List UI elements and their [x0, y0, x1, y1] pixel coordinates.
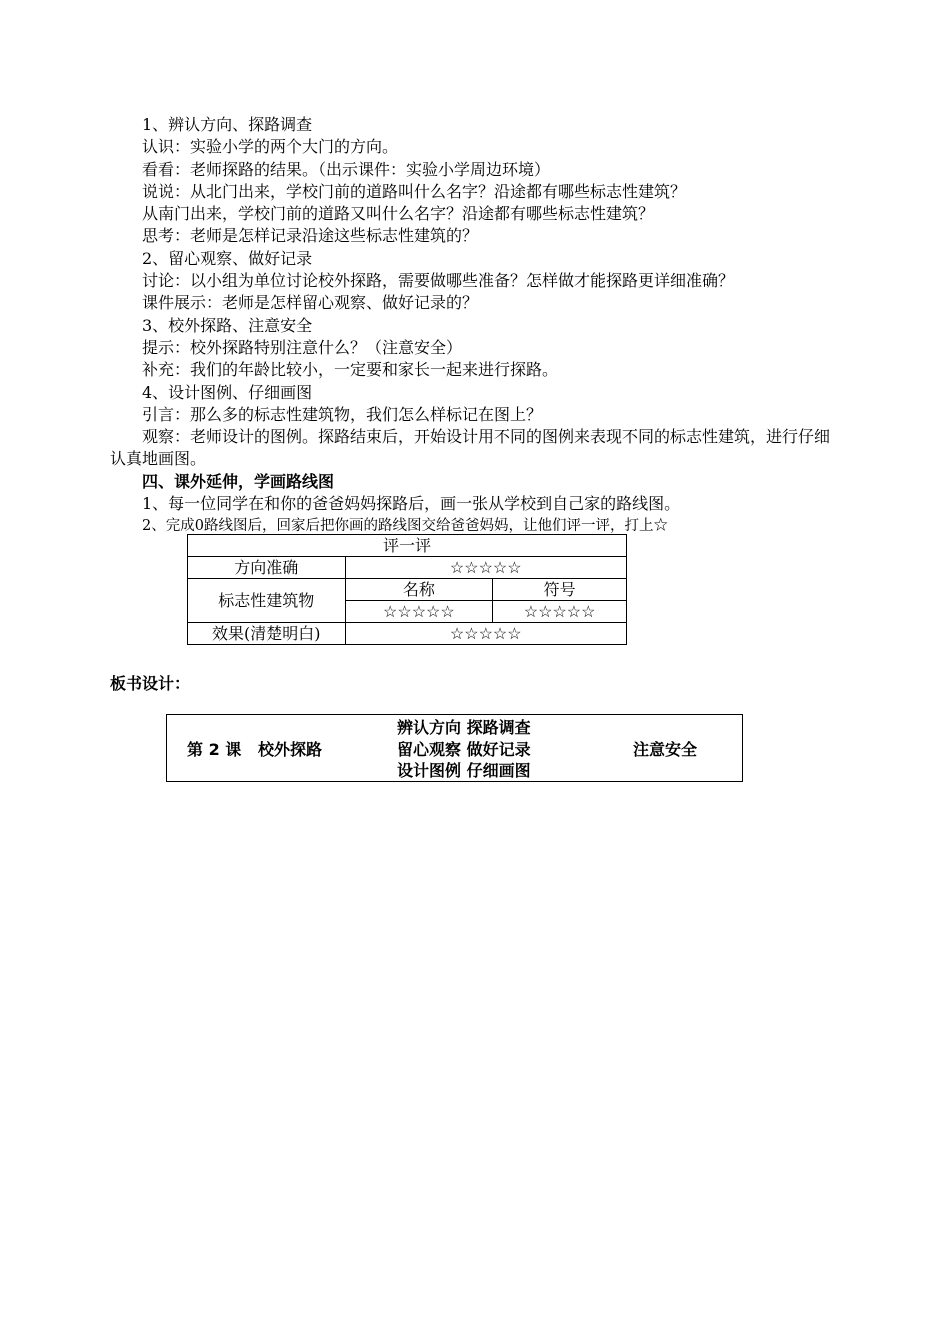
star-rating: ☆☆☆☆☆ — [345, 623, 627, 645]
board-step: 设计图例 仔细画图 — [397, 761, 531, 780]
paragraph: 说说：从北门出来，学校门前的道路叫什么名字？沿途都有哪些标志性建筑？ — [142, 181, 687, 201]
paragraph: 思考：老师是怎样记录沿途这些标志性建筑的？ — [142, 226, 479, 246]
row-label-direction: 方向准确 — [188, 557, 346, 579]
paragraph: 引言：那么多的标志性建筑物，我们怎么样标记在图上？ — [142, 404, 543, 424]
star-rating: ☆☆☆☆☆ — [493, 601, 627, 623]
column-header-name: 名称 — [345, 579, 493, 601]
paragraph: 1、每一位同学在和你的爸爸妈妈探路后，画一张从学校到自己家的路线图。 — [142, 494, 681, 514]
section-heading-extension: 四、课外延伸，学画路线图 — [142, 471, 335, 491]
lesson-label — [187, 737, 322, 760]
star-rating: ☆☆☆☆☆ — [345, 557, 627, 579]
board-safety: 注意安全 — [633, 740, 698, 759]
rating-table-title: 评一评 — [188, 535, 627, 557]
section-heading-2: 2、留心观察、做好记录 — [142, 248, 313, 268]
paragraph: 课件展示：老师是怎样留心观察、做好记录的？ — [142, 293, 479, 313]
board-design-heading: 板书设计： — [110, 674, 191, 693]
paragraph: 补充：我们的年龄比较小，一定要和家长一起来进行探路。 — [142, 360, 559, 380]
lesson-number: 第 2 课 — [187, 740, 242, 759]
paragraph: 讨论：以小组为单位讨论校外探路，需要做哪些准备？怎样做才能探路更详细准确？ — [142, 271, 735, 291]
section-heading-1: 1、辨认方向、探路调查 — [142, 115, 313, 134]
section-heading-4: 4、设计图例、仔细画图 — [142, 382, 313, 402]
section-heading-3: 3、校外探路、注意安全 — [142, 315, 313, 335]
star-rating: ☆☆☆☆☆ — [345, 601, 493, 623]
column-header-symbol: 符号 — [493, 579, 627, 601]
board-steps — [397, 717, 531, 782]
paragraph: 2、完成0路线图后，回家后把你画的路线图交给爸爸妈妈，让他们评一评，打上☆ — [142, 518, 668, 535]
board-design-box — [166, 714, 743, 782]
paragraph: 从南门出来，学校门前的道路又叫什么名字？沿途都有哪些标志性建筑？ — [142, 204, 655, 224]
board-step: 辨认方向 探路调查 — [397, 718, 531, 737]
row-label-landmarks: 标志性建筑物 — [188, 579, 346, 623]
rating-table — [187, 534, 627, 645]
lesson-title: 校外探路 — [258, 740, 323, 759]
paragraph: 观察：老师设计的图例。探路结束后，开始设计用不同的图例来表现不同的标志性建筑，进行仔细认真地画图。 — [110, 427, 831, 469]
paragraph: 认识：实验小学的两个大门的方向。 — [142, 137, 399, 157]
board-step: 留心观察 做好记录 — [397, 739, 531, 759]
paragraph: 提示：校外探路特别注意什么？（注意安全） — [142, 337, 463, 357]
paragraph: 看看：老师探路的结果。（出示课件：实验小学周边环境） — [142, 159, 551, 179]
row-label-effect: 效果(清楚明白) — [188, 623, 346, 645]
lesson-content — [110, 114, 845, 538]
